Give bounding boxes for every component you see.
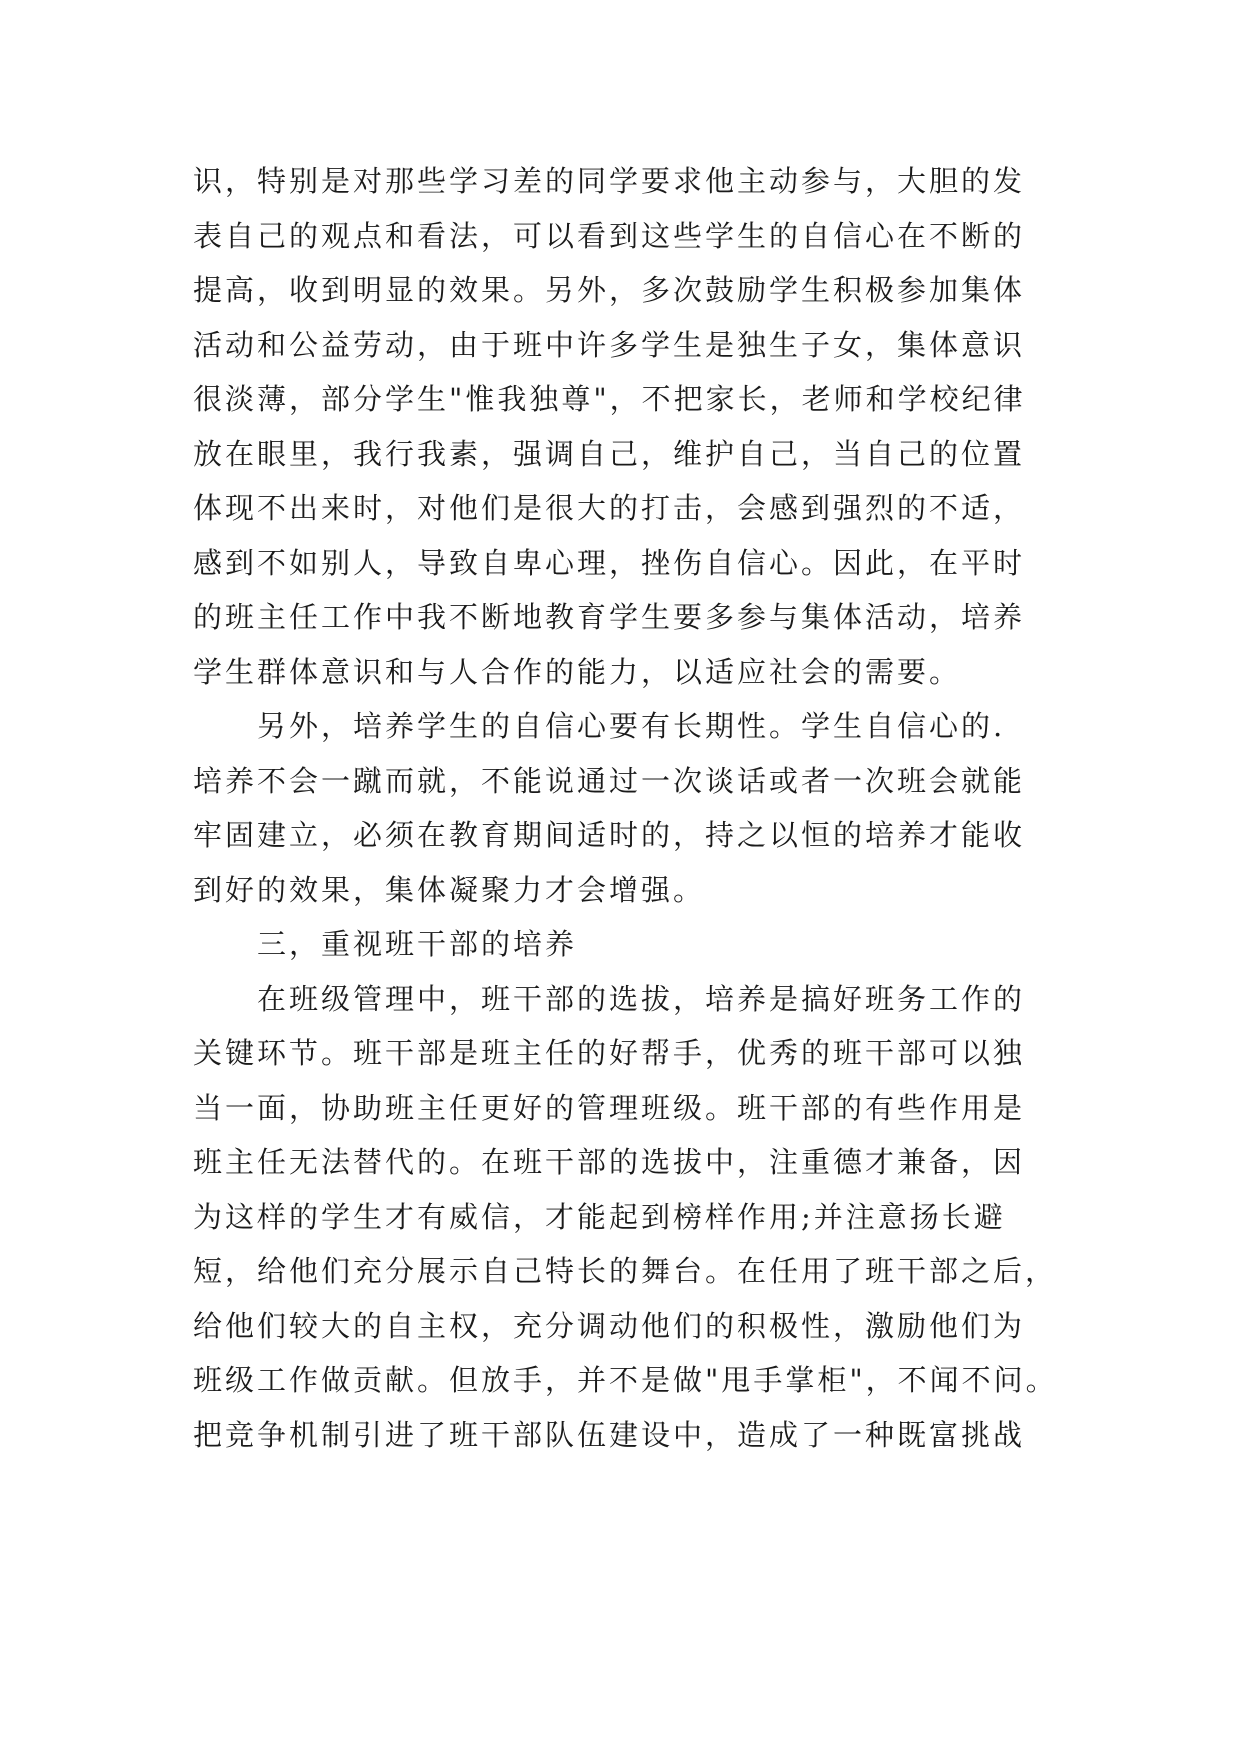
text-line: 感到不如别人，导致自卑心理，挫伤自信心。因此，在平时 [193,545,1026,580]
text-line: 放在眼里，我行我素，强调自己，维护自己，当自己的位置 [193,436,1026,471]
text-line: 班主任无法替代的。在班干部的选拔中，注重德才兼备，因 [193,1145,1026,1179]
text-line: 为这样的学生才有威信，才能起到榜样作用;并注意扬长避 [193,1199,1006,1234]
paragraph-start-line: 在班级管理中，班干部的选拔，培养是搞好班务工作的 [257,981,1026,1016]
text-line: 把竞争机制引进了班干部队伍建设中，造成了一种既富挑战 [193,1417,1026,1452]
text-line: 当一面，协助班主任更好的管理班级。班干部的有些作用是 [193,1090,1026,1125]
text-line: 学生群体意识和与人合作的能力，以适应社会的需要。 [193,654,962,689]
text-line: 班级工作做贡献。但放手，并不是做"甩手掌柜"，不闻不问。 [193,1363,1058,1397]
text-line: 短，给他们充分展示自己特长的舞台。在任用了班干部之后， [193,1254,1058,1288]
text-line: 活动和公益劳动，由于班中许多学生是独生子女，集体意识 [193,327,1026,362]
text-line: 关键环节。班干部是班主任的好帮手，优秀的班干部可以独 [193,1036,1026,1070]
text-line: 牢固建立，必须在教育期间适时的，持之以恒的培养才能收 [193,818,1026,852]
text-line: 给他们较大的自主权，充分调动他们的积极性，激励他们为 [193,1308,1026,1343]
text-line: 识，特别是对那些学习差的同学要求他主动参与，大胆的发 [193,164,1026,198]
text-line: 的班主任工作中我不断地教育学生要多参与集体活动，培养 [193,600,1026,634]
text-line: 到好的效果，集体凝聚力才会增强。 [193,872,706,907]
document-body [193,154,1073,1462]
text-line: 很淡薄，部分学生"惟我独尊"，不把家长，老师和学校纪律 [193,382,1026,416]
text-line: 表自己的观点和看法，可以看到这些学生的自信心在不断的 [193,218,1026,253]
text-line: 体现不出来时，对他们是很大的打击，会感到强烈的不适， [193,491,1026,525]
text-line: 培养不会一蹴而就，不能说通过一次谈话或者一次班会就能 [193,763,1026,798]
paragraph-start-line: 另外，培养学生的自信心要有长期性。学生自信心的. [257,709,1006,743]
text-line: 提高，收到明显的效果。另外，多次鼓励学生积极参加集体 [193,273,1026,307]
section-heading: 三，重视班干部的培养 [257,927,578,961]
